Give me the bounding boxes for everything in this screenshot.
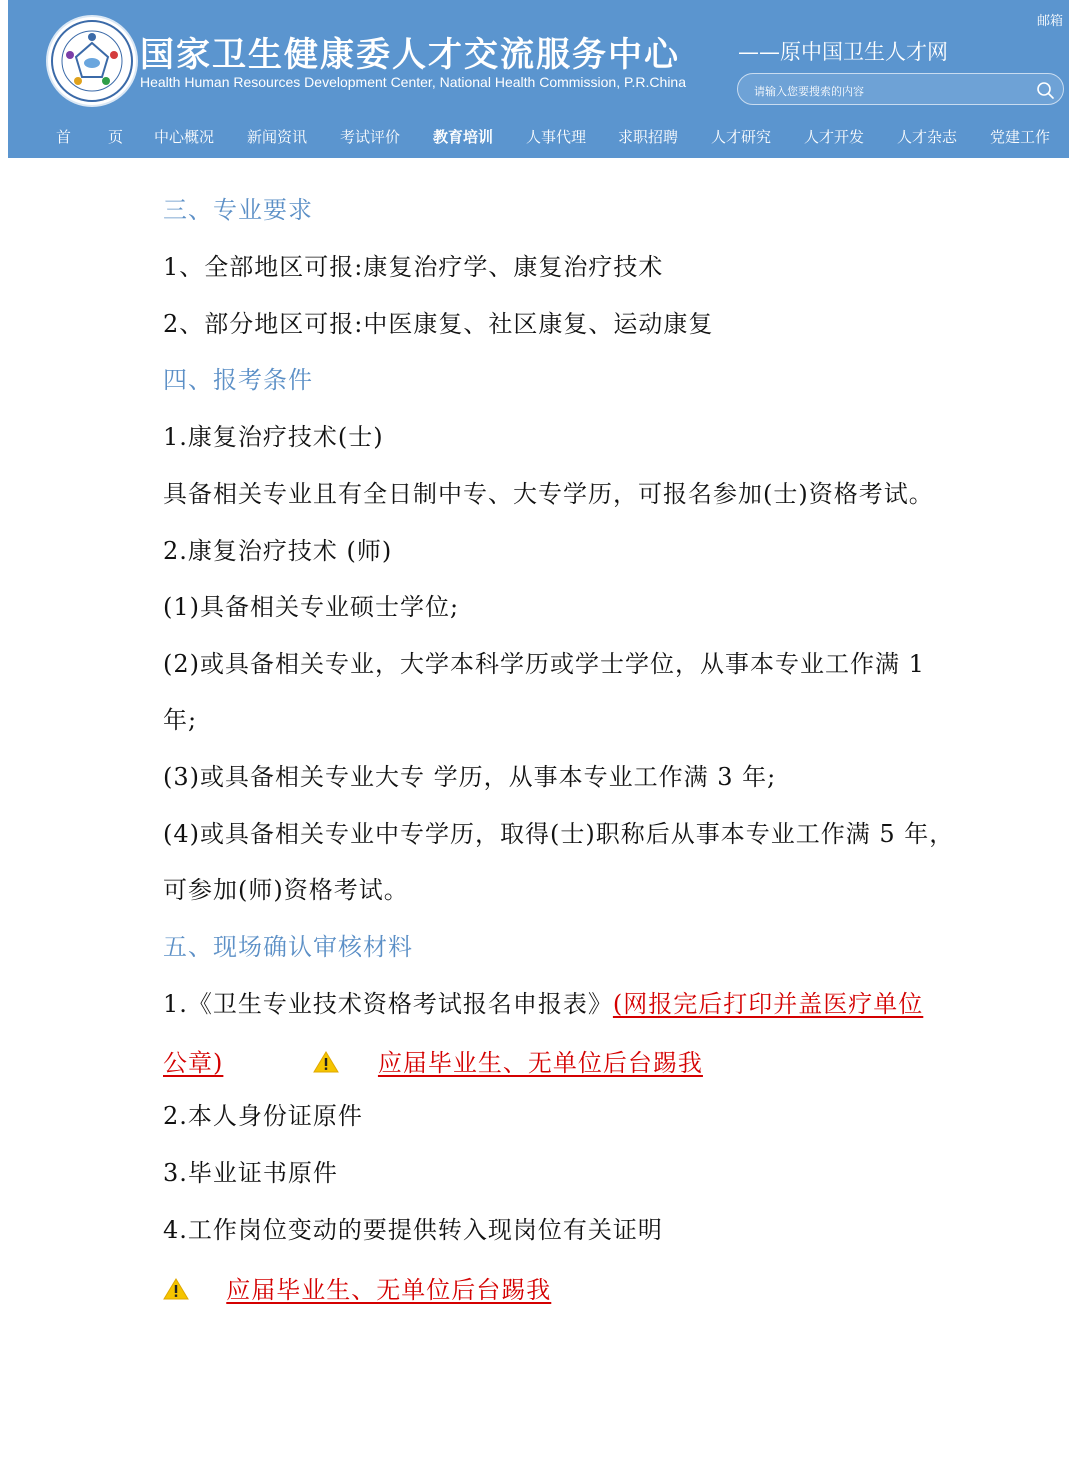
paragraph — [163, 984, 923, 1019]
paragraph: 可参加(师)资格考试。 — [163, 876, 409, 904]
site-subtitle-en: Health Human Resources Development Center, National Health Commission, P.R.China — [140, 74, 686, 90]
paragraph — [163, 1270, 551, 1305]
site-header — [8, 0, 1069, 158]
site-logo[interactable] — [48, 17, 136, 105]
search-box — [737, 73, 1064, 105]
paragraph: 3.毕业证书原件 — [163, 1159, 338, 1187]
nav-item-party-work[interactable]: 党建工作 — [990, 128, 1051, 146]
site-title: 国家卫生健康委人才交流服务中心 — [140, 35, 680, 75]
nav-item-development[interactable]: 人才开发 — [804, 128, 865, 146]
nav-item-home-2[interactable]: 页 — [108, 128, 124, 146]
paragraph: (1)具备相关专业硕士学位; — [163, 593, 460, 621]
former-site-name: ——原中国卫生人才网 — [738, 40, 948, 64]
paragraph: 1、全部地区可报:康复治疗学、康复治疗技术 — [163, 253, 664, 281]
nav-item-news[interactable]: 新闻资讯 — [247, 128, 308, 146]
mail-link[interactable]: 邮箱 — [1036, 14, 1063, 29]
paragraph: 1.康复治疗技术(士) — [163, 423, 384, 451]
contact-note-link[interactable]: 应届毕业生、无单位后台踢我 — [377, 1049, 703, 1077]
paragraph: 年; — [163, 706, 198, 734]
paragraph: 4.工作岗位变动的要提供转入现岗位有关证明 — [163, 1216, 663, 1244]
paragraph: 2、部分地区可报:中医康复、社区康复、运动康复 — [163, 310, 714, 338]
nav-item-jobs[interactable]: 求职招聘 — [618, 128, 679, 146]
search-icon[interactable] — [1035, 80, 1055, 100]
paragraph: (3)或具备相关专业大专 学历，从事本专业工作满 3 年; — [163, 763, 777, 791]
section-heading-requirements: 三、专业要求 — [163, 196, 313, 224]
nav-item-education[interactable]: 教育培训 — [433, 128, 494, 146]
paragraph: 具备相关专业且有全日制中专、大专学历，可报名参加(士)资格考试。 — [163, 480, 934, 508]
warning-icon — [163, 1277, 189, 1301]
nav-item-research[interactable]: 人才研究 — [711, 128, 772, 146]
form-name-text: 1.《卫生专业技术资格考试报名申报表》 — [163, 990, 613, 1018]
nav-item-personnel-agency[interactable]: 人事代理 — [526, 128, 587, 146]
logo-emblem-icon — [48, 17, 136, 105]
search-input[interactable] — [752, 80, 1026, 102]
paragraph — [163, 1043, 703, 1078]
highlight-note: (网报完后打印并盖医疗单位 — [612, 990, 924, 1018]
section-heading-materials: 五、现场确认审核材料 — [163, 933, 413, 961]
section-heading-conditions: 四、报考条件 — [163, 366, 313, 394]
contact-note-link[interactable]: 应届毕业生、无单位后台踢我 — [226, 1276, 552, 1304]
nav-item-center-overview[interactable]: 中心概况 — [154, 128, 215, 146]
warning-icon — [313, 1050, 339, 1074]
nav-item-home-1[interactable]: 首 — [56, 128, 72, 146]
paragraph: (4)或具备相关专业中专学历，取得(士)职称后从事本专业工作满 5 年， — [163, 820, 955, 848]
paragraph: 2.康复治疗技术 (师) — [163, 537, 393, 565]
highlight-note: 公章) — [163, 1049, 224, 1077]
nav-item-exams[interactable]: 考试评价 — [340, 128, 401, 146]
nav-item-magazine[interactable]: 人才杂志 — [897, 128, 958, 146]
paragraph: 2.本人身份证原件 — [163, 1102, 363, 1130]
paragraph: (2)或具备相关专业，大学本科学历或学士学位，从事本专业工作满 1 — [163, 650, 925, 678]
main-nav — [8, 114, 1069, 158]
